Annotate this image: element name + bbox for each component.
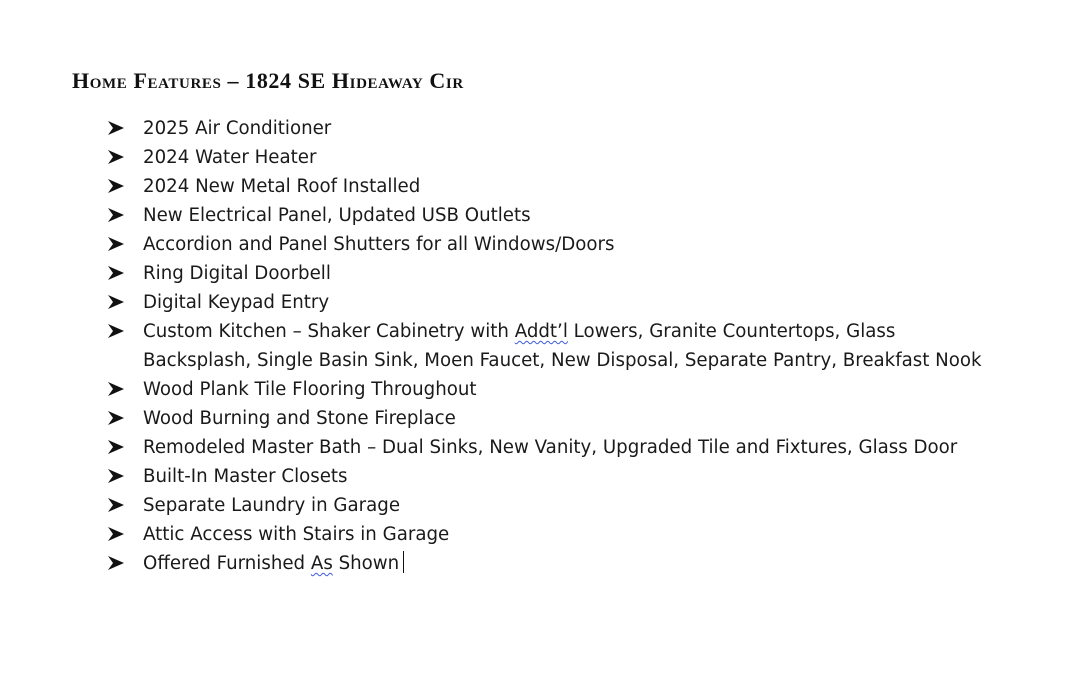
list-item [0, 201, 1003, 230]
list-item [0, 549, 1003, 578]
arrowhead-bullet-icon [108, 469, 124, 483]
text-cursor[interactable] [403, 551, 404, 573]
list-item-text: Wood Burning and Stone Fireplace [143, 408, 456, 429]
arrowhead-bullet-icon [108, 556, 124, 570]
spellcheck-flagged-word[interactable]: As [310, 553, 333, 574]
list-item [0, 317, 1003, 375]
document-heading: Home Features – 1824 SE Hideaway Cir [72, 68, 464, 93]
list-item-text [143, 321, 982, 371]
list-item-text-end: Lowers, Granite Countertops, Glass Backsplash, Single Basin Sink, Moen Faucet, New Disposal, Separate Pantry, Breakfast Nook [143, 321, 982, 371]
list-item [0, 172, 1003, 201]
feature-list [0, 114, 1003, 578]
arrowhead-bullet-icon [108, 440, 124, 454]
arrowhead-bullet-icon [108, 266, 124, 280]
list-item [0, 143, 1003, 172]
list-item [0, 404, 1003, 433]
arrowhead-bullet-icon [108, 208, 124, 222]
list-item-text: Wood Plank Tile Flooring Throughout [143, 379, 477, 400]
list-item [0, 433, 1003, 462]
list-item [0, 259, 1003, 288]
arrowhead-bullet-icon [108, 150, 124, 164]
arrowhead-bullet-icon [108, 527, 124, 541]
arrowhead-bullet-icon [108, 179, 124, 193]
list-item-text: Attic Access with Stairs in Garage [143, 524, 450, 545]
arrowhead-bullet-icon [108, 411, 124, 425]
list-item [0, 491, 1003, 520]
list-item-text: Ring Digital Doorbell [143, 263, 331, 284]
list-item-text [143, 553, 404, 574]
list-item [0, 520, 1003, 549]
list-item-text: New Electrical Panel, Updated USB Outlets [143, 205, 531, 226]
list-item-text: Remodeled Master Bath – Dual Sinks, New Vanity, Upgraded Tile and Fixtures, Glass Door [143, 437, 958, 458]
list-item [0, 375, 1003, 404]
list-item [0, 462, 1003, 491]
list-item-text: Digital Keypad Entry [143, 292, 330, 313]
list-item [0, 114, 1003, 143]
list-item-text: 2024 New Metal Roof Installed [143, 176, 421, 197]
list-item-text-end: Shown [332, 553, 400, 574]
list-item-text: Accordion and Panel Shutters for all Windows/Doors [143, 234, 615, 255]
list-item-text-start: Offered Furnished [143, 553, 311, 574]
arrowhead-bullet-icon [108, 121, 124, 135]
list-item-text: Separate Laundry in Garage [143, 495, 401, 516]
arrowhead-bullet-icon [108, 237, 124, 251]
arrowhead-bullet-icon [108, 324, 124, 338]
list-item [0, 230, 1003, 259]
arrowhead-bullet-icon [108, 295, 124, 309]
arrowhead-bullet-icon [108, 498, 124, 512]
list-item-text: 2024 Water Heater [143, 147, 317, 168]
list-item-text-start: Custom Kitchen – Shaker Cabinetry with [143, 321, 515, 342]
list-item-text: Built-In Master Closets [143, 466, 348, 487]
list-item-text: 2025 Air Conditioner [143, 118, 332, 139]
spellcheck-flagged-word[interactable]: Addt’l [514, 321, 568, 342]
list-item [0, 288, 1003, 317]
arrowhead-bullet-icon [108, 382, 124, 396]
